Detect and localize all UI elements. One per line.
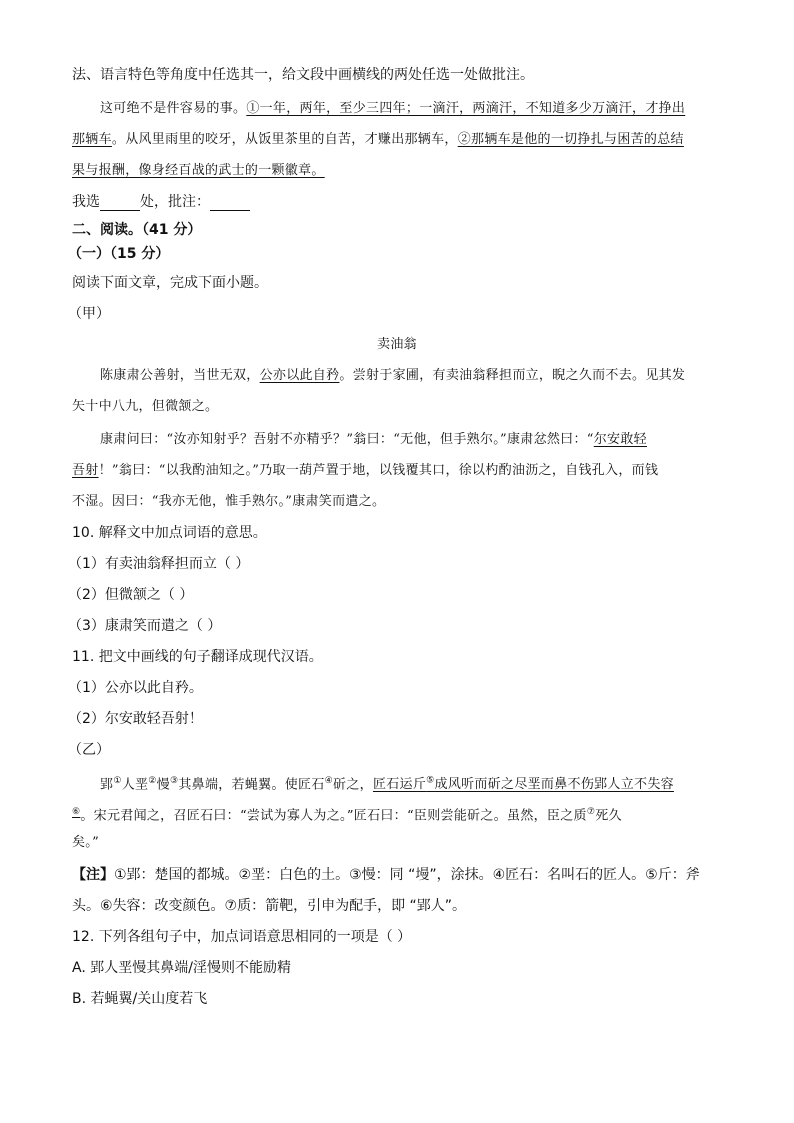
passage-b-line-3: 矣。” — [72, 835, 100, 850]
passage-a-line-4 — [72, 462, 658, 480]
annotation-label: 处，批注： — [140, 194, 210, 210]
note-marker: ⑥ — [72, 807, 81, 817]
question-10: 10. 解释文中加点词语的意思。 — [72, 525, 267, 541]
passage-text: ！”翁曰：“以我酌油知之。”乃取一葫芦置于地，以钱覆其口，徐以杓酌油沥之，自钱孔入，而钱 — [98, 463, 659, 478]
underlined-sentence-a1: 公亦以此自矜 — [259, 368, 340, 383]
passage-text: 郢 — [100, 777, 114, 793]
passage-title: 卖油翁 — [377, 337, 417, 352]
answer-blank-annotation[interactable] — [210, 196, 250, 211]
passage-text: 康肃问曰：“汝亦知射乎？吾射不亦精乎？”翁曰：“无他，但手熟尔。”康肃忿然曰：“ — [100, 432, 594, 447]
passage-text: 陈康肃公善射，当世无双， — [100, 368, 260, 383]
passage-line-2 — [72, 131, 684, 149]
passage-text: 慢 — [156, 777, 170, 793]
passage-text: 成风听而斫之尽垩而鼻不伤郢人立不失容 — [434, 777, 674, 793]
notes-line-1 — [72, 866, 700, 884]
question-10-3: （3）康肃笑而遣之（ ） — [68, 618, 222, 634]
question-11: 11. 把文中画线的句子翻译成现代汉语。 — [72, 649, 323, 665]
section-heading: 二、阅读。（41 分） — [72, 222, 202, 238]
answer-label: 我选 — [72, 194, 100, 210]
option-a[interactable]: A. 郢人垩慢其鼻端/淫慢则不能励精 — [72, 960, 291, 976]
question-10-1: （1）有卖油翁释担而立（ ） — [68, 556, 250, 572]
notes-label: 【注】 — [72, 867, 114, 883]
subsection-heading: （一）（15 分） — [68, 246, 170, 262]
answer-blank-choice[interactable] — [100, 196, 140, 211]
passage-line-3 — [72, 162, 325, 180]
option-b[interactable]: B. 若蝇翼/关山度若飞 — [72, 991, 208, 1007]
passage-text: 其鼻端，若蝇翼。使匠石 — [178, 777, 325, 793]
notes-line-2: 头。⑥失容：改变颜色。⑦质：箭靶，引申为配手，即 “郢人”。 — [72, 898, 467, 914]
underlined-sentence-2: ②那辆车是他的一切挣扎与困苦的总结 — [457, 132, 684, 147]
answer-line — [72, 193, 250, 211]
question-11-2: （2）尔安敢轻吾射！ — [68, 711, 203, 727]
passage-line-1 — [100, 100, 685, 118]
passage-yi-label: （乙） — [68, 742, 110, 758]
passage-a-line-2: 矢十中八九，但微颔之。 — [72, 399, 219, 414]
passage-text: 斫之， — [333, 777, 373, 793]
underlined-sentence-1: ①一年，两年，至少三四年；一滴汗，两滴汗，不知道多少万滴汗，才挣出 — [246, 101, 686, 116]
passage-text: 死久 — [595, 808, 622, 824]
passage-text: 这可绝不是件容易的事。 — [100, 101, 247, 116]
underlined-sentence-b1 — [373, 777, 674, 792]
passage-text: 。从风里雨里的咬牙，从饭里茶里的自苦，才赚出那辆车， — [111, 132, 458, 147]
reading-instruction: 阅读下面文章，完成下面小题。 — [72, 275, 268, 291]
passage-text: 人垩 — [121, 777, 149, 793]
note-marker: ⑤ — [426, 776, 435, 786]
passage-a-line-5: 不湿。因曰：“我亦无他，惟手熟尔。”康肃笑而遣之。 — [72, 494, 386, 509]
question-11-1: （1）公亦以此自矜。 — [68, 680, 203, 696]
underlined-sentence-a2-end: 吾射 — [72, 463, 99, 478]
passage-b-line-2 — [72, 803, 622, 825]
underlined-sentence-2-end: 果与报酬，像身经百战的武士的一颗徽章。 — [72, 163, 325, 178]
passage-a-line-3 — [100, 431, 647, 449]
note-marker: ② — [148, 776, 157, 786]
passage-a-line-1 — [100, 367, 685, 385]
note-marker: ⑦ — [586, 807, 596, 817]
question-12: 12. 下列各组句子中，加点词语意思相同的一项是（ ） — [72, 929, 412, 945]
notes-text: ①郢：楚国的都城。②垩：白色的土。③慢：同 “墁”，涂抹。④匠石：名叫石的匠人。⑤斤：斧 — [114, 867, 700, 883]
passage-text: 匠石运斤 — [372, 777, 427, 793]
underlined-sentence-a2: 尔安敢轻 — [593, 432, 647, 447]
note-marker: ④ — [324, 776, 334, 786]
note-marker: ③ — [169, 776, 179, 786]
passage-text: 。宋元君闻之，召匠石曰：“尝试为寡人为之。”匠石曰：“臣则尝能斫之。虽然，臣之质 — [80, 808, 587, 824]
question-10-2: （2）但微颔之（ ） — [68, 587, 194, 603]
passage-text: 。尝射于家圃，有卖油翁释担而立，睨之久而不去。见其发 — [339, 368, 686, 383]
passage-b-line-1 — [100, 772, 674, 794]
passage-jia-label: （甲） — [68, 306, 110, 322]
underlined-sentence-1-end: 那辆车 — [72, 132, 112, 147]
instruction-line: 法、语言特色等角度中任选其一，给文段中画横线的两处任选一处做批注。 — [72, 67, 534, 83]
note-marker: ① — [113, 776, 122, 786]
